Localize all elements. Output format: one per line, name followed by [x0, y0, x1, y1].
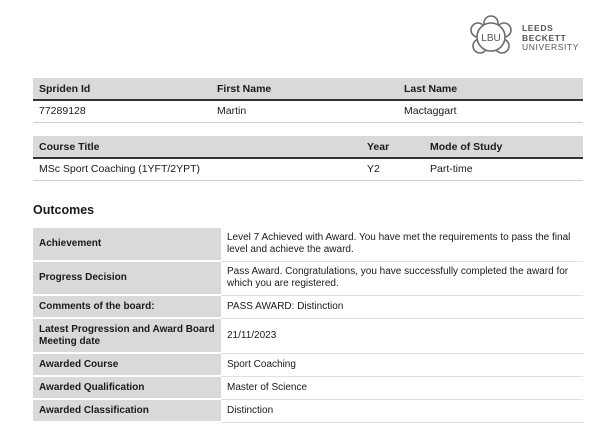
- student-header-row: [33, 78, 583, 100]
- col-course-title: Course Title: [33, 136, 361, 158]
- year-value: Y2: [361, 158, 424, 180]
- course-header-row: [33, 136, 583, 158]
- logo-line-3: UNIVERSITY: [522, 42, 580, 52]
- outcome-value: 21/11/2023: [221, 318, 583, 353]
- outcome-value: Master of Science: [221, 376, 583, 399]
- col-first-name: First Name: [211, 78, 398, 100]
- outcome-label: Awarded Qualification: [33, 376, 221, 399]
- outcome-row-awarded-classification: [33, 399, 583, 422]
- outcome-row-progress-decision: [33, 261, 583, 295]
- outcome-value: Level 7 Achieved with Award. You have met the requirements to pass the final level and achieve the award.: [221, 228, 583, 261]
- outcome-label: Achievement: [33, 228, 221, 261]
- course-row: [33, 158, 583, 180]
- outcome-value: Pass Award. Congratulations, you have successfully completed the award for which you are registered.: [221, 261, 583, 295]
- outcome-value: PASS AWARD: Distinction: [221, 295, 583, 318]
- outcome-label: Progress Decision: [33, 261, 221, 295]
- col-last-name: Last Name: [398, 78, 583, 100]
- last-name-value: Mactaggart: [398, 100, 583, 122]
- col-spriden-id: Spriden Id: [33, 78, 211, 100]
- outcome-label: Latest Progression and Award Board Meeting date: [33, 318, 221, 353]
- outcome-label: Awarded Classification: [33, 399, 221, 422]
- course-table: [33, 136, 583, 181]
- outcome-row-meeting-date: [33, 318, 583, 353]
- first-name-value: Martin: [211, 100, 398, 122]
- outcome-row-comments: [33, 295, 583, 318]
- logo-line-1: LEEDS: [522, 23, 554, 33]
- outcome-label: Awarded Course: [33, 353, 221, 376]
- university-name: [522, 24, 579, 53]
- col-year: Year: [361, 136, 424, 158]
- outcome-value: Distinction: [221, 399, 583, 422]
- outcome-row-achievement: [33, 228, 583, 261]
- outcome-row-awarded-qualification: [33, 376, 583, 399]
- outcome-row-awarded-course: [33, 353, 583, 376]
- university-logo: [466, 14, 586, 62]
- outcomes-heading: Outcomes: [33, 203, 95, 217]
- spriden-id-value: 77289128: [33, 100, 211, 122]
- student-table: [33, 78, 583, 123]
- outcome-label: Comments of the board:: [33, 295, 221, 318]
- rose-emblem-icon: [466, 14, 516, 62]
- student-row: [33, 100, 583, 122]
- course-title-value: MSc Sport Coaching (1YFT/2YPT): [33, 158, 361, 180]
- logo-mark: LBU: [481, 33, 501, 44]
- outcome-value: Sport Coaching: [221, 353, 583, 376]
- col-mode-of-study: Mode of Study: [424, 136, 583, 158]
- mode-of-study-value: Part-time: [424, 158, 583, 180]
- logo-line-2: BECKETT: [522, 32, 567, 43]
- outcomes-table: [33, 228, 583, 423]
